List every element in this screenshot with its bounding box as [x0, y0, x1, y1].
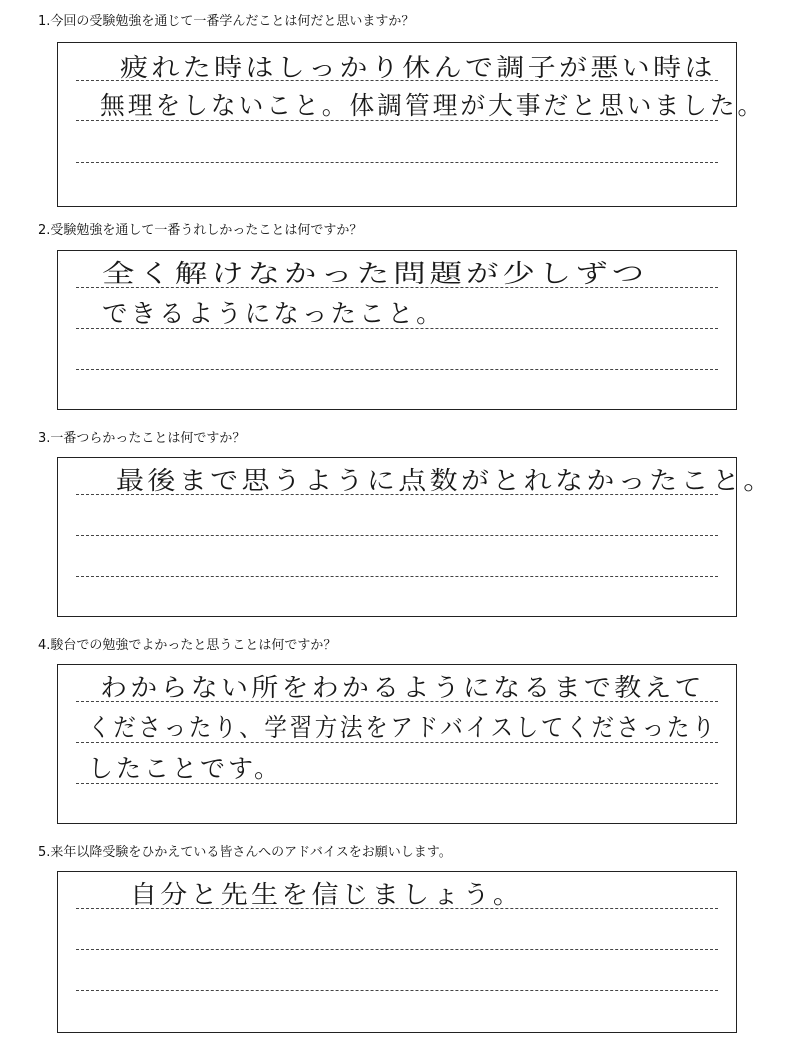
answer-box-5 [57, 871, 737, 1033]
ruled-line [76, 535, 718, 536]
answer-box-4 [57, 664, 737, 824]
handwritten-answer-line: くださったり、学習方法をアドバイスしてくださったり [88, 713, 718, 742]
question-2-label: 2.受験勉強を通して一番うれしかったことは何ですか？ [38, 223, 363, 238]
ruled-line [76, 576, 718, 577]
handwritten-answer-line: したことです。 [88, 754, 283, 783]
handwritten-answer-line: 自分と先生を信じましょう。 [130, 880, 524, 909]
handwritten-answer-line: できるようになったこと。 [102, 299, 445, 328]
answer-box-2 [57, 250, 737, 410]
ruled-line [76, 162, 718, 163]
handwritten-answer-line: 全く解けなかった問題が少しずつ [102, 259, 649, 288]
question-3-label: 3.一番つらかったことは何ですか？ [38, 431, 246, 446]
ruled-line [76, 369, 718, 370]
answer-box-1 [57, 42, 766, 207]
ruled-line [76, 949, 718, 950]
question-5-label: 5.来年以降受験をひかえている皆さんへのアドバイスをお願いします。 [38, 845, 452, 860]
question-4-label: 4.駿台での勉強でよかったと思うことは何ですか？ [38, 638, 337, 653]
handwritten-answer-line: 疲れた時はしっかり休んで調子が悪い時は [120, 53, 716, 82]
handwritten-answer-line: 無理をしないこと。体調管理が大事だと思いました。 [100, 91, 766, 120]
answer-box-3 [57, 457, 775, 617]
handwritten-answer-line: わからない所をわかるようになるまで教えて [100, 673, 705, 702]
ruled-line [76, 990, 718, 991]
question-1-label: 1.今回の受験勉強を通じて一番学んだことは何だと思いますか？ [38, 14, 415, 29]
handwritten-answer-line: 最後まで思うように点数がとれなかったこと。 [116, 466, 775, 495]
